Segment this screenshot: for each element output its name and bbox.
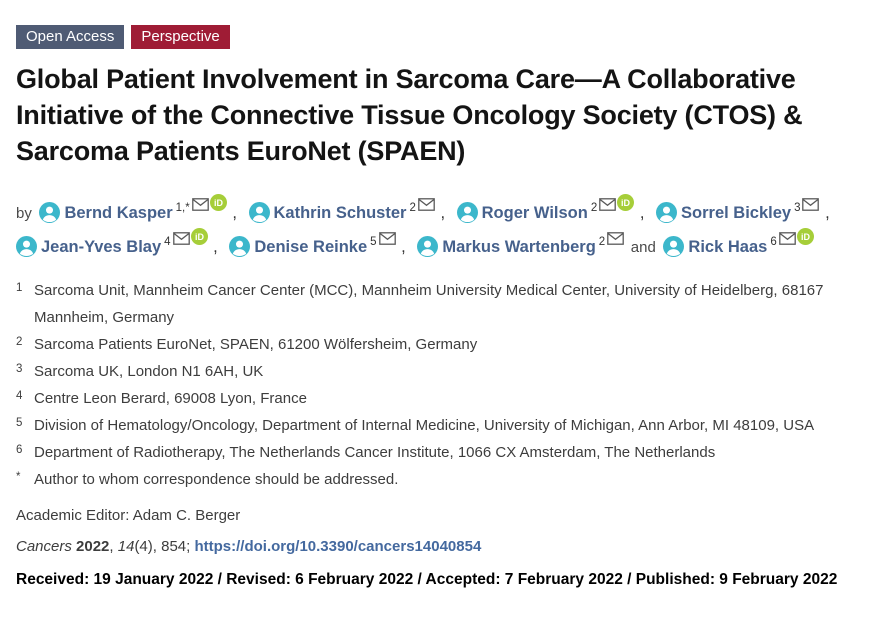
affiliation-marker: * <box>16 471 21 483</box>
affiliation-item <box>16 412 860 439</box>
affiliation-text: Sarcoma Unit, Mannheim Cancer Center (MCC), Mannheim University Medical Center, University of Heidelberg, 68167 Mannheim, Germany <box>34 282 824 326</box>
author-affiliation-sup: 4 <box>164 236 171 248</box>
affiliations-list <box>16 277 860 493</box>
email-icon[interactable] <box>802 193 819 220</box>
email-icon[interactable] <box>599 193 616 220</box>
authors-line-1 <box>16 193 860 227</box>
author-name-link[interactable]: Sorrel Bickley <box>681 204 792 222</box>
affiliation-text: Sarcoma UK, London N1 6AH, UK <box>34 363 264 380</box>
person-icon[interactable] <box>249 204 270 222</box>
author-affiliation-sup: 3 <box>794 202 801 214</box>
perspective-badge: Perspective <box>131 25 229 49</box>
open-access-badge: Open Access <box>16 25 124 49</box>
affiliation-item <box>16 277 860 331</box>
author-separator: , <box>825 204 830 222</box>
author <box>663 231 814 256</box>
author-name-link[interactable]: Denise Reinke <box>254 238 368 256</box>
author <box>656 204 820 222</box>
author <box>417 238 625 256</box>
author <box>16 231 209 256</box>
affiliation-text: Division of Hematology/Oncology, Department of Internal Medicine, University of Michigan, Ann Arbor, MI 48109, USA <box>34 417 815 434</box>
author-affiliation-sup: 1,* <box>175 202 190 214</box>
author-affiliation-sup: 6 <box>770 236 777 248</box>
citation-separator: , <box>109 538 118 555</box>
email-icon[interactable] <box>607 227 624 254</box>
affiliation-text: Author to whom correspondence should be addressed. <box>34 471 399 488</box>
author-name-link[interactable]: Jean-Yves Blay <box>41 238 162 256</box>
affiliation-item <box>16 358 860 385</box>
author-affiliation-sup: 2 <box>590 202 598 214</box>
citation-volume: 14 <box>117 538 135 555</box>
author-separator: , <box>213 238 218 256</box>
authors-block <box>16 193 860 261</box>
author-name-link[interactable]: Kathrin Schuster <box>273 204 407 222</box>
author-affiliation-sup: 5 <box>370 236 377 248</box>
email-icon[interactable] <box>779 227 796 254</box>
email-icon[interactable] <box>173 227 190 254</box>
affiliation-marker: 5 <box>16 417 23 429</box>
person-icon[interactable] <box>656 204 677 222</box>
person-icon[interactable] <box>16 238 37 256</box>
citation-line <box>16 537 860 556</box>
affiliation-marker: 1 <box>16 282 23 294</box>
and-label: and <box>630 239 656 256</box>
author-separator: , <box>401 238 406 256</box>
author-name-link[interactable]: Bernd Kasper <box>64 204 173 222</box>
affiliation-item <box>16 385 860 412</box>
badges-row <box>16 25 860 49</box>
authors-line-2 <box>16 227 860 261</box>
author <box>39 197 227 222</box>
citation-issue-pages: (4), 854; <box>134 538 195 555</box>
affiliation-item <box>16 439 860 466</box>
author-affiliation-sup: 2 <box>409 202 416 214</box>
orcid-icon[interactable] <box>797 227 814 254</box>
author-separator: , <box>639 204 645 222</box>
person-icon[interactable] <box>663 238 684 256</box>
orcid-icon[interactable] <box>191 227 208 254</box>
affiliation-marker: 4 <box>16 390 23 402</box>
affiliation-marker: 6 <box>16 444 23 456</box>
svg-text:iD: iD <box>800 231 810 242</box>
affiliation-text: Centre Leon Berard, 69008 Lyon, France <box>34 390 307 407</box>
orcid-icon[interactable] <box>617 193 634 220</box>
affiliation-text: Sarcoma Patients EuroNet, SPAEN, 61200 Wölfersheim, Germany <box>34 336 478 353</box>
svg-text:iD: iD <box>621 197 631 208</box>
person-icon[interactable] <box>39 204 60 222</box>
article-title: Global Patient Involvement in Sarcoma Care—A Collaborative Initiative of the Connective Tissue Oncology Society (CTOS) & Sarcoma Patients EuroNet (SPAEN) <box>16 64 803 166</box>
academic-editor-line: Academic Editor: Adam C. Berger <box>16 507 241 524</box>
author-name-link[interactable]: Markus Wartenberg <box>442 238 596 256</box>
affiliation-text: Department of Radiotherapy, The Netherlands Cancer Institute, 1066 CX Amsterdam, The Netherlands <box>34 444 716 461</box>
history-line: Received: 19 January 2022 / Revised: 6 February 2022 / Accepted: 7 February 2022 / Published: 9 February 2022 <box>16 571 838 588</box>
author-separator: , <box>232 204 237 222</box>
affiliation-item <box>16 331 860 358</box>
affiliation-item <box>16 466 860 493</box>
author-name-link[interactable]: Roger Wilson <box>481 204 588 222</box>
person-icon[interactable] <box>457 204 478 222</box>
doi-link[interactable]: https://doi.org/10.3390/cancers14040854 <box>194 538 482 555</box>
email-icon[interactable] <box>418 193 435 220</box>
author-affiliation-sup: 2 <box>598 236 606 248</box>
author <box>229 238 396 256</box>
affiliation-marker: 2 <box>16 336 23 348</box>
svg-text:iD: iD <box>194 231 204 242</box>
affiliation-marker: 3 <box>16 363 23 375</box>
author <box>457 197 636 222</box>
email-icon[interactable] <box>379 227 396 254</box>
journal-name: Cancers <box>16 538 77 555</box>
svg-text:iD: iD <box>213 197 223 208</box>
author-name-link[interactable]: Rick Haas <box>688 238 768 256</box>
orcid-icon[interactable] <box>210 193 227 220</box>
by-label: by <box>16 205 32 222</box>
person-icon[interactable] <box>417 238 438 256</box>
author-separator: , <box>440 204 446 222</box>
person-icon[interactable] <box>229 238 250 256</box>
email-icon[interactable] <box>192 193 209 220</box>
citation-year: 2022 <box>76 538 110 555</box>
author <box>249 204 436 222</box>
